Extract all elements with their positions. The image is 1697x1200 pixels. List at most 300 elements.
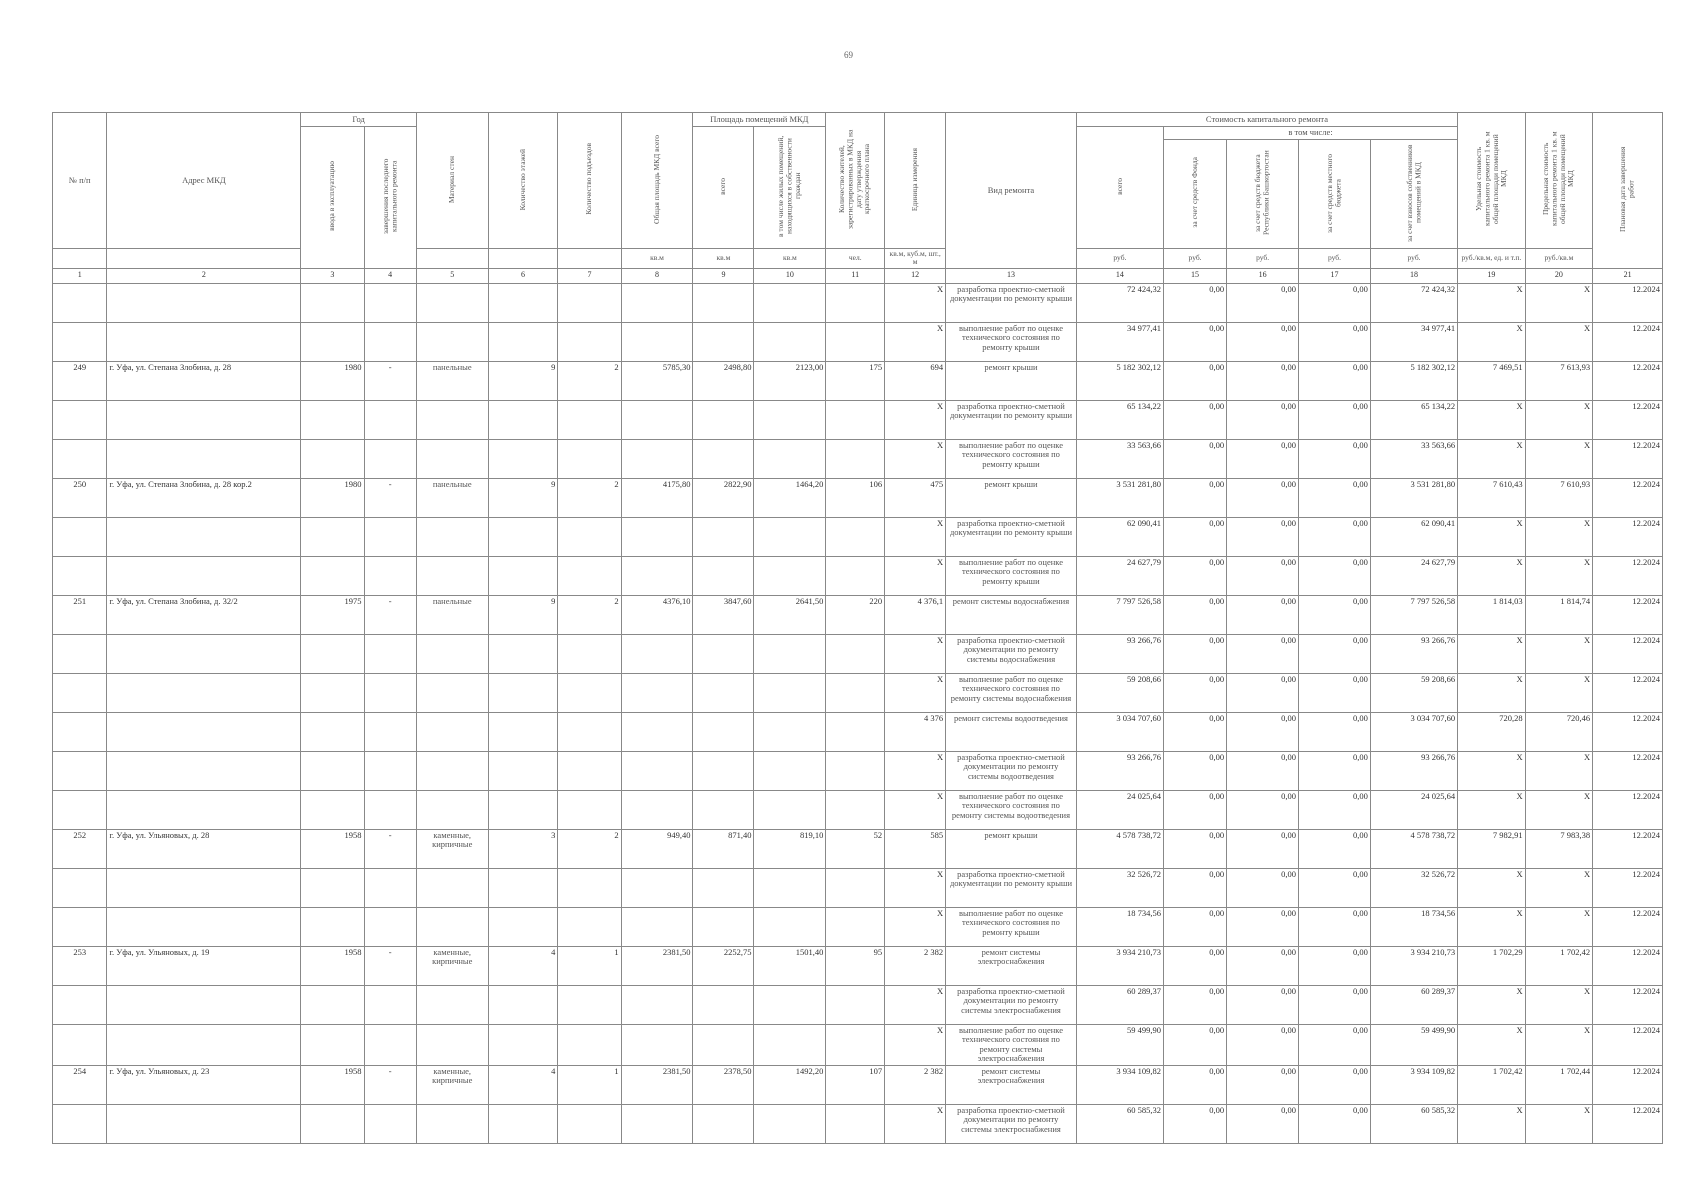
wall-material-cell (416, 1104, 488, 1143)
address-cell: г. Уфа, ул. Ульяновых, д. 19 (107, 946, 301, 985)
entrances-cell (558, 673, 621, 712)
row-number (53, 790, 107, 829)
year-repair-cell (364, 1024, 416, 1065)
unit-cost-cell: 7 982,91 (1458, 829, 1526, 868)
area-total-cell: 2498,80 (693, 361, 754, 400)
header-year-last-repair: завершения последнего капитального ремонта (364, 127, 416, 269)
deadline-cell: 12.2024 (1593, 595, 1663, 634)
unit-cell: X (885, 400, 946, 439)
header-residents: Количество жителей, зарегистрированных в МКД на дату утверждения краткосрочного плана (826, 113, 885, 249)
cost-total-cell: 5 182 302,12 (1076, 361, 1163, 400)
fund-cell: 0,00 (1163, 634, 1226, 673)
fund-cell: 0,00 (1163, 946, 1226, 985)
residents-cell (826, 322, 885, 361)
residents-cell (826, 985, 885, 1024)
limit-cost-cell: 7 610,93 (1525, 478, 1593, 517)
deadline-cell: 12.2024 (1593, 712, 1663, 751)
floors-cell (488, 556, 558, 595)
table-row (53, 1104, 1663, 1143)
table-row (53, 595, 1663, 634)
floors-cell (488, 673, 558, 712)
year-commission-cell (301, 985, 364, 1024)
row-number: 253 (53, 946, 107, 985)
year-commission-cell: 1958 (301, 1065, 364, 1104)
unit-cell: 4 376 (885, 712, 946, 751)
limit-cost-cell: 1 702,44 (1525, 1065, 1593, 1104)
fund-cell: 0,00 (1163, 985, 1226, 1024)
republic-cell: 0,00 (1227, 439, 1299, 478)
owners-cell: 24 025,64 (1370, 790, 1457, 829)
unit-fund: руб. (1163, 249, 1226, 269)
header-unit: Единица измерения (885, 113, 946, 249)
cost-total-cell: 34 977,41 (1076, 322, 1163, 361)
unit-cell: X (885, 322, 946, 361)
year-repair-cell (364, 556, 416, 595)
year-commission-cell (301, 283, 364, 322)
wall-material-cell: панельные (416, 595, 488, 634)
deadline-cell: 12.2024 (1593, 1024, 1663, 1065)
header-cost: Стоимость капитального ремонта (1076, 113, 1457, 127)
residents-cell: 95 (826, 946, 885, 985)
deadline-cell: 12.2024 (1593, 322, 1663, 361)
limit-cost-cell: 1 814,74 (1525, 595, 1593, 634)
fund-cell: 0,00 (1163, 712, 1226, 751)
table-row (53, 907, 1663, 946)
republic-cell: 0,00 (1227, 517, 1299, 556)
area-total-cell (693, 985, 754, 1024)
entrances-cell (558, 517, 621, 556)
deadline-cell: 12.2024 (1593, 790, 1663, 829)
address-cell: г. Уфа, ул. Степана Злобина, д. 32/2 (107, 595, 301, 634)
year-commission-cell (301, 634, 364, 673)
address-cell (107, 1024, 301, 1065)
wall-material-cell: каменные, кирпичные (416, 829, 488, 868)
republic-cell: 0,00 (1227, 946, 1299, 985)
work-type-cell: ремонт системы электроснабжения (946, 1065, 1077, 1104)
residents-cell (826, 673, 885, 712)
year-repair-cell (364, 673, 416, 712)
row-number (53, 439, 107, 478)
unit-cell: 4 376,1 (885, 595, 946, 634)
work-type-cell: разработка проектно-сметной документации по ремонту крыши (946, 400, 1077, 439)
header-cost-total: всего (1076, 127, 1163, 249)
entrances-cell (558, 400, 621, 439)
total-area-cell (621, 322, 693, 361)
limit-cost-cell: X (1525, 673, 1593, 712)
unit-limit-cost: руб./кв.м (1525, 249, 1593, 269)
limit-cost-cell: 7 983,38 (1525, 829, 1593, 868)
wall-material-cell (416, 985, 488, 1024)
area-residential-cell: 1501,40 (754, 946, 826, 985)
local-cell: 0,00 (1299, 634, 1371, 673)
republic-cell: 0,00 (1227, 1065, 1299, 1104)
residents-cell: 107 (826, 1065, 885, 1104)
total-area-cell (621, 1104, 693, 1143)
republic-cell: 0,00 (1227, 868, 1299, 907)
fund-cell: 0,00 (1163, 868, 1226, 907)
floors-cell: 4 (488, 1065, 558, 1104)
year-repair-cell (364, 634, 416, 673)
entrances-cell: 2 (558, 361, 621, 400)
address-cell (107, 712, 301, 751)
entrances-cell (558, 712, 621, 751)
total-area-cell: 4175,80 (621, 478, 693, 517)
cost-total-cell: 59 499,90 (1076, 1024, 1163, 1065)
total-area-cell (621, 517, 693, 556)
fund-cell: 0,00 (1163, 322, 1226, 361)
deadline-cell: 12.2024 (1593, 361, 1663, 400)
column-numbers-row (53, 268, 1663, 283)
header-including: в том числе: (1163, 127, 1457, 140)
year-commission-cell (301, 907, 364, 946)
row-number (53, 400, 107, 439)
table-row (53, 751, 1663, 790)
table-row (53, 439, 1663, 478)
local-cell: 0,00 (1299, 556, 1371, 595)
wall-material-cell: каменные, кирпичные (416, 946, 488, 985)
deadline-cell: 12.2024 (1593, 1065, 1663, 1104)
fund-cell: 0,00 (1163, 751, 1226, 790)
entrances-cell (558, 985, 621, 1024)
address-cell (107, 517, 301, 556)
work-type-cell: выполнение работ по оценке технического состояния по ремонту системы электроснабжения (946, 1024, 1077, 1065)
header-n-unit (53, 249, 107, 269)
owners-cell: 24 627,79 (1370, 556, 1457, 595)
residents-cell (826, 439, 885, 478)
floors-cell (488, 985, 558, 1024)
header-entrances-unit (558, 249, 621, 269)
republic-cell: 0,00 (1227, 673, 1299, 712)
floors-cell: 3 (488, 829, 558, 868)
work-type-cell: ремонт крыши (946, 829, 1077, 868)
residents-cell (826, 1104, 885, 1143)
floors-cell: 9 (488, 361, 558, 400)
area-residential-cell (754, 985, 826, 1024)
total-area-cell (621, 907, 693, 946)
row-number (53, 634, 107, 673)
cost-total-cell: 93 266,76 (1076, 751, 1163, 790)
year-commission-cell: 1980 (301, 478, 364, 517)
work-type-cell: ремонт системы электроснабжения (946, 946, 1077, 985)
unit-cost-cell: 720,28 (1458, 712, 1526, 751)
total-area-cell (621, 790, 693, 829)
unit-cost-cell: X (1458, 1024, 1526, 1065)
area-residential-cell (754, 439, 826, 478)
column-number: 2 (107, 268, 301, 283)
total-area-cell: 2381,50 (621, 1065, 693, 1104)
column-number: 4 (364, 268, 416, 283)
fund-cell: 0,00 (1163, 673, 1226, 712)
year-commission-cell: 1980 (301, 361, 364, 400)
area-residential-cell: 1492,20 (754, 1065, 826, 1104)
cost-total-cell: 18 734,56 (1076, 907, 1163, 946)
limit-cost-cell: 7 613,93 (1525, 361, 1593, 400)
year-commission-cell (301, 556, 364, 595)
local-cell: 0,00 (1299, 1024, 1371, 1065)
page-number: 69 (844, 50, 853, 60)
area-residential-cell (754, 1024, 826, 1065)
year-repair-cell (364, 400, 416, 439)
fund-cell: 0,00 (1163, 517, 1226, 556)
address-cell (107, 283, 301, 322)
cost-total-cell: 60 289,37 (1076, 985, 1163, 1024)
unit-cost-cell: X (1458, 634, 1526, 673)
area-total-cell: 2378,50 (693, 1065, 754, 1104)
header-entrances: Количество подъездов (558, 113, 621, 249)
cost-total-cell: 3 034 707,60 (1076, 712, 1163, 751)
unit-cell: X (885, 1024, 946, 1065)
table-row (53, 712, 1663, 751)
wall-material-cell (416, 634, 488, 673)
year-commission-cell (301, 1024, 364, 1065)
work-type-cell: выполнение работ по оценке технического состояния по ремонту системы водоснабжения (946, 673, 1077, 712)
total-area-cell (621, 400, 693, 439)
cost-total-cell: 93 266,76 (1076, 634, 1163, 673)
republic-cell: 0,00 (1227, 751, 1299, 790)
local-cell: 0,00 (1299, 829, 1371, 868)
column-number: 3 (301, 268, 364, 283)
year-repair-cell: - (364, 595, 416, 634)
limit-cost-cell: X (1525, 790, 1593, 829)
floors-cell (488, 1104, 558, 1143)
wall-material-cell (416, 1024, 488, 1065)
unit-cell: X (885, 634, 946, 673)
residents-cell: 106 (826, 478, 885, 517)
work-type-cell: разработка проектно-сметной документации по ремонту крыши (946, 868, 1077, 907)
fund-cell: 0,00 (1163, 829, 1226, 868)
year-repair-cell: - (364, 829, 416, 868)
local-cell: 0,00 (1299, 400, 1371, 439)
unit-cost-cell: X (1458, 673, 1526, 712)
floors-cell: 9 (488, 595, 558, 634)
unit-cost-cell: X (1458, 517, 1526, 556)
cost-total-cell: 72 424,32 (1076, 283, 1163, 322)
deadline-cell: 12.2024 (1593, 946, 1663, 985)
local-cell: 0,00 (1299, 712, 1371, 751)
table-row (53, 478, 1663, 517)
table-row (53, 790, 1663, 829)
residents-cell (826, 868, 885, 907)
unit-unit-cost: руб./кв.м, ед. и т.п. (1458, 249, 1526, 269)
fund-cell: 0,00 (1163, 790, 1226, 829)
cost-total-cell: 4 578 738,72 (1076, 829, 1163, 868)
unit-cell: X (885, 556, 946, 595)
work-type-cell: разработка проектно-сметной документации по ремонту системы электроснабжения (946, 1104, 1077, 1143)
deadline-cell: 12.2024 (1593, 1104, 1663, 1143)
year-repair-cell (364, 712, 416, 751)
year-repair-cell (364, 283, 416, 322)
year-commission-cell (301, 673, 364, 712)
work-type-cell: ремонт крыши (946, 361, 1077, 400)
area-residential-cell (754, 322, 826, 361)
local-cell: 0,00 (1299, 946, 1371, 985)
residents-cell (826, 907, 885, 946)
floors-cell (488, 790, 558, 829)
year-commission-cell (301, 1104, 364, 1143)
table-row (53, 556, 1663, 595)
cost-total-cell: 32 526,72 (1076, 868, 1163, 907)
header-year: Год (301, 113, 416, 127)
residents-cell (826, 400, 885, 439)
row-number (53, 868, 107, 907)
unit-cost-cell: X (1458, 439, 1526, 478)
fund-cell: 0,00 (1163, 478, 1226, 517)
year-commission-cell: 1975 (301, 595, 364, 634)
header-limit-cost: Предельная стоимость капитального ремонта 1 кв. м общей площади помещений МКД (1525, 113, 1593, 249)
area-total-cell (693, 517, 754, 556)
residents-cell (826, 751, 885, 790)
total-area-cell (621, 439, 693, 478)
address-cell (107, 634, 301, 673)
republic-cell: 0,00 (1227, 907, 1299, 946)
repair-plan-table (52, 112, 1663, 1144)
unit-cost-cell: X (1458, 868, 1526, 907)
entrances-cell: 2 (558, 829, 621, 868)
owners-cell: 3 531 281,80 (1370, 478, 1457, 517)
unit-cell: 585 (885, 829, 946, 868)
row-number (53, 556, 107, 595)
area-total-cell: 871,40 (693, 829, 754, 868)
row-number: 254 (53, 1065, 107, 1104)
column-number: 14 (1076, 268, 1163, 283)
owners-cell: 62 090,41 (1370, 517, 1457, 556)
floors-cell (488, 868, 558, 907)
total-area-cell (621, 556, 693, 595)
local-cell: 0,00 (1299, 595, 1371, 634)
unit-republic: руб. (1227, 249, 1299, 269)
header-unit-cost: Удельная стоимость капитального ремонта 1 кв. м общей площади помещений МКД (1458, 113, 1526, 249)
wall-material-cell (416, 790, 488, 829)
deadline-cell: 12.2024 (1593, 829, 1663, 868)
address-cell: г. Уфа, ул. Ульяновых, д. 28 (107, 829, 301, 868)
header-address: Адрес МКД (107, 113, 301, 249)
header-wall-unit (416, 249, 488, 269)
unit-cost-cell: 1 814,03 (1458, 595, 1526, 634)
area-total-cell (693, 673, 754, 712)
cost-total-cell: 24 025,64 (1076, 790, 1163, 829)
owners-cell: 93 266,76 (1370, 634, 1457, 673)
address-cell (107, 556, 301, 595)
limit-cost-cell: X (1525, 634, 1593, 673)
entrances-cell (558, 1104, 621, 1143)
unit-local: руб. (1299, 249, 1371, 269)
header-floors: Количество этажей (488, 113, 558, 249)
limit-cost-cell: X (1525, 322, 1593, 361)
work-type-cell: выполнение работ по оценке технического состояния по ремонту крыши (946, 439, 1077, 478)
wall-material-cell (416, 556, 488, 595)
table-row (53, 868, 1663, 907)
area-total-cell (693, 400, 754, 439)
unit-cost-cell: X (1458, 751, 1526, 790)
floors-cell (488, 907, 558, 946)
wall-material-cell (416, 712, 488, 751)
table-row (53, 829, 1663, 868)
row-number (53, 712, 107, 751)
address-cell: г. Уфа, ул. Степана Злобина, д. 28 кор.2 (107, 478, 301, 517)
total-area-cell: 2381,50 (621, 946, 693, 985)
local-cell: 0,00 (1299, 439, 1371, 478)
residents-cell (826, 712, 885, 751)
unit-cell: 2 382 (885, 1065, 946, 1104)
unit-cell: X (885, 1104, 946, 1143)
limit-cost-cell: 1 702,42 (1525, 946, 1593, 985)
table-row (53, 283, 1663, 322)
total-area-cell (621, 712, 693, 751)
limit-cost-cell: 720,46 (1525, 712, 1593, 751)
owners-cell: 65 134,22 (1370, 400, 1457, 439)
year-repair-cell: - (364, 478, 416, 517)
cost-total-cell: 3 934 109,82 (1076, 1065, 1163, 1104)
republic-cell: 0,00 (1227, 712, 1299, 751)
area-residential-cell: 2123,00 (754, 361, 826, 400)
area-residential-cell (754, 751, 826, 790)
unit-cost-cell: X (1458, 985, 1526, 1024)
unit-owners: руб. (1370, 249, 1457, 269)
year-repair-cell (364, 790, 416, 829)
column-number: 8 (621, 268, 693, 283)
header-address-unit (107, 249, 301, 269)
republic-cell: 0,00 (1227, 829, 1299, 868)
entrances-cell (558, 907, 621, 946)
unit-cost-cell: 1 702,42 (1458, 1065, 1526, 1104)
wall-material-cell (416, 283, 488, 322)
local-cell: 0,00 (1299, 517, 1371, 556)
limit-cost-cell: X (1525, 985, 1593, 1024)
entrances-cell: 1 (558, 946, 621, 985)
area-total-cell (693, 634, 754, 673)
wall-material-cell (416, 322, 488, 361)
deadline-cell: 12.2024 (1593, 400, 1663, 439)
total-area-cell (621, 673, 693, 712)
residents-cell: 220 (826, 595, 885, 634)
republic-cell: 0,00 (1227, 478, 1299, 517)
fund-cell: 0,00 (1163, 556, 1226, 595)
owners-cell: 59 499,90 (1370, 1024, 1457, 1065)
limit-cost-cell: X (1525, 556, 1593, 595)
area-total-cell (693, 790, 754, 829)
unit-cell: X (885, 751, 946, 790)
residents-cell (826, 556, 885, 595)
table-row (53, 634, 1663, 673)
fund-cell: 0,00 (1163, 595, 1226, 634)
unit-cost-cell: X (1458, 322, 1526, 361)
column-number: 16 (1227, 268, 1299, 283)
deadline-cell: 12.2024 (1593, 751, 1663, 790)
unit-cost-cell: X (1458, 1104, 1526, 1143)
year-repair-cell (364, 517, 416, 556)
row-number (53, 907, 107, 946)
year-repair-cell (364, 322, 416, 361)
limit-cost-cell: X (1525, 439, 1593, 478)
owners-cell: 34 977,41 (1370, 322, 1457, 361)
year-repair-cell: - (364, 361, 416, 400)
floors-cell: 4 (488, 946, 558, 985)
fund-cell: 0,00 (1163, 1024, 1226, 1065)
floors-cell (488, 439, 558, 478)
local-cell: 0,00 (1299, 1065, 1371, 1104)
unit-cost-cell: X (1458, 400, 1526, 439)
address-cell (107, 322, 301, 361)
wall-material-cell (416, 673, 488, 712)
work-type-cell: ремонт системы водоотведения (946, 712, 1077, 751)
column-number: 21 (1593, 268, 1663, 283)
entrances-cell: 2 (558, 478, 621, 517)
limit-cost-cell: X (1525, 400, 1593, 439)
area-total-cell (693, 907, 754, 946)
area-residential-cell: 2641,50 (754, 595, 826, 634)
local-cell: 0,00 (1299, 673, 1371, 712)
owners-cell: 3 934 109,82 (1370, 1065, 1457, 1104)
